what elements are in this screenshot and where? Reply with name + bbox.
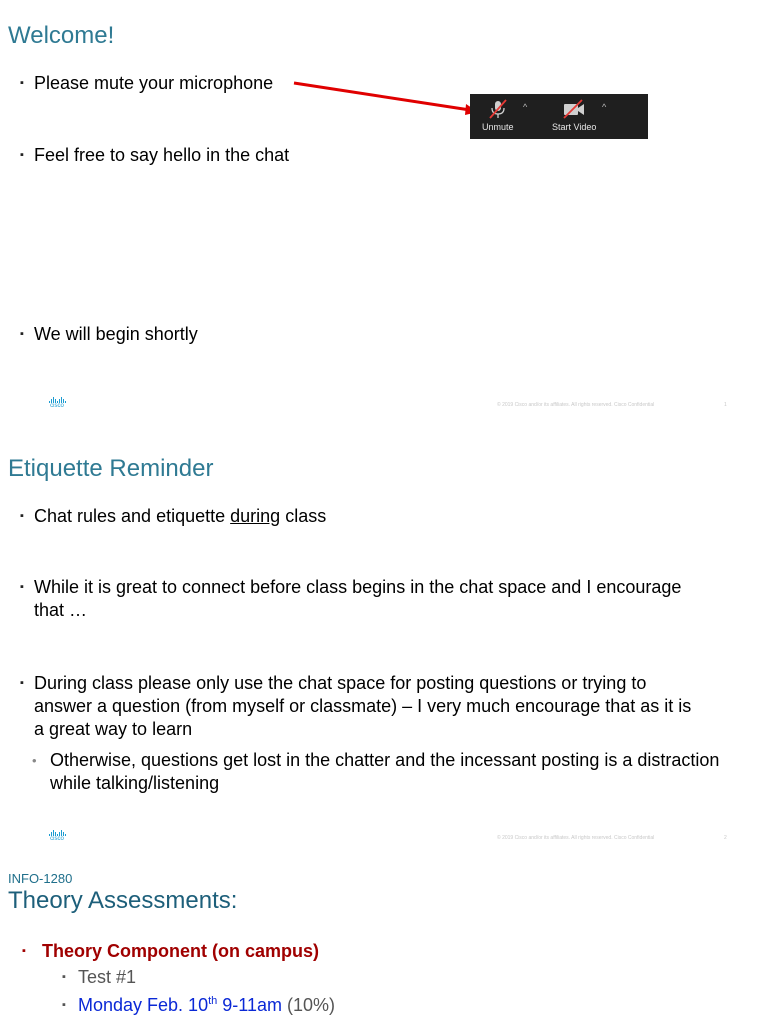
bullet-text: Chat rules and etiquette during class <box>34 506 327 526</box>
bullet-item <box>20 72 273 95</box>
caret-up-icon[interactable]: ^ <box>602 102 607 112</box>
slide-title: Etiquette Reminder <box>8 455 214 482</box>
zoom-toolbar <box>470 94 648 139</box>
square-bullet-icon: ▪ <box>20 328 24 340</box>
bullet-text: During class please only use the chat space for posting questions or trying to answer a question (from myself or classmate) – I very much encourage that as it is a great way to learn <box>34 673 692 739</box>
slide-theory-assessments <box>0 860 768 1024</box>
video-off-icon <box>552 98 596 120</box>
unmute-button[interactable] <box>482 98 514 132</box>
course-code: INFO-1280 <box>8 871 73 886</box>
bullet-text: While it is great to connect before class begins in the chat space and I encourage that … <box>34 577 682 620</box>
caret-up-icon[interactable]: ^ <box>523 102 528 112</box>
main-bullet-text: Theory Component (on campus) <box>42 941 320 961</box>
slide-etiquette <box>0 430 768 860</box>
underlined-word: during <box>230 506 281 526</box>
square-bullet-icon: ▪ <box>62 999 66 1011</box>
sub-bullet-item <box>32 749 719 795</box>
slide-welcome <box>0 0 768 430</box>
slide-title: Welcome! <box>8 22 115 49</box>
sub-item <box>62 966 136 989</box>
sub-item-text: Test #1 <box>78 967 137 987</box>
bullet-text: We will begin shortly <box>34 324 198 344</box>
page-number: 2 <box>724 835 727 841</box>
unmute-label: Unmute <box>482 122 514 132</box>
square-bullet-icon: ▪ <box>20 149 24 161</box>
red-arrow <box>0 0 768 430</box>
slide-title: Theory Assessments: <box>8 887 238 914</box>
cisco-logo-text: cisco <box>50 403 64 409</box>
sub-item-text: Monday Feb. 10th 9-11am (10%) <box>78 995 335 1015</box>
bullet-item <box>20 672 691 741</box>
sub-item <box>62 994 335 1017</box>
bullet-text: Please mute your microphone <box>34 73 274 93</box>
cisco-logo <box>42 830 72 842</box>
square-bullet-icon: ▪ <box>62 971 66 983</box>
bullet-item <box>20 576 681 622</box>
square-bullet-icon: ▪ <box>20 77 24 89</box>
round-bullet-icon: • <box>32 753 37 768</box>
cisco-logo <box>42 397 72 409</box>
bullet-item <box>20 144 289 167</box>
bullet-item <box>20 323 198 346</box>
square-bullet-icon: ▪ <box>20 581 24 593</box>
square-bullet-icon: ▪ <box>22 945 26 957</box>
start-video-button[interactable] <box>552 98 596 132</box>
square-bullet-icon: ▪ <box>20 677 24 689</box>
muted-microphone-icon <box>482 98 514 120</box>
footer-copyright: © 2019 Cisco and/or its affiliates. All rights reserved. Cisco Confidential <box>497 835 655 841</box>
page-number: 1 <box>724 402 727 408</box>
bullet-text: Feel free to say hello in the chat <box>34 145 290 165</box>
cisco-logo-text: cisco <box>50 836 64 842</box>
square-bullet-icon: ▪ <box>20 510 24 522</box>
start-video-label: Start Video <box>552 122 597 132</box>
bullet-item <box>20 505 326 528</box>
sub-bullet-text: Otherwise, questions get lost in the chatter and the incessant posting is a distraction while talking/listening <box>50 750 720 793</box>
footer-copyright: © 2019 Cisco and/or its affiliates. All rights reserved. Cisco Confidential <box>497 402 655 408</box>
main-bullet <box>22 940 319 963</box>
